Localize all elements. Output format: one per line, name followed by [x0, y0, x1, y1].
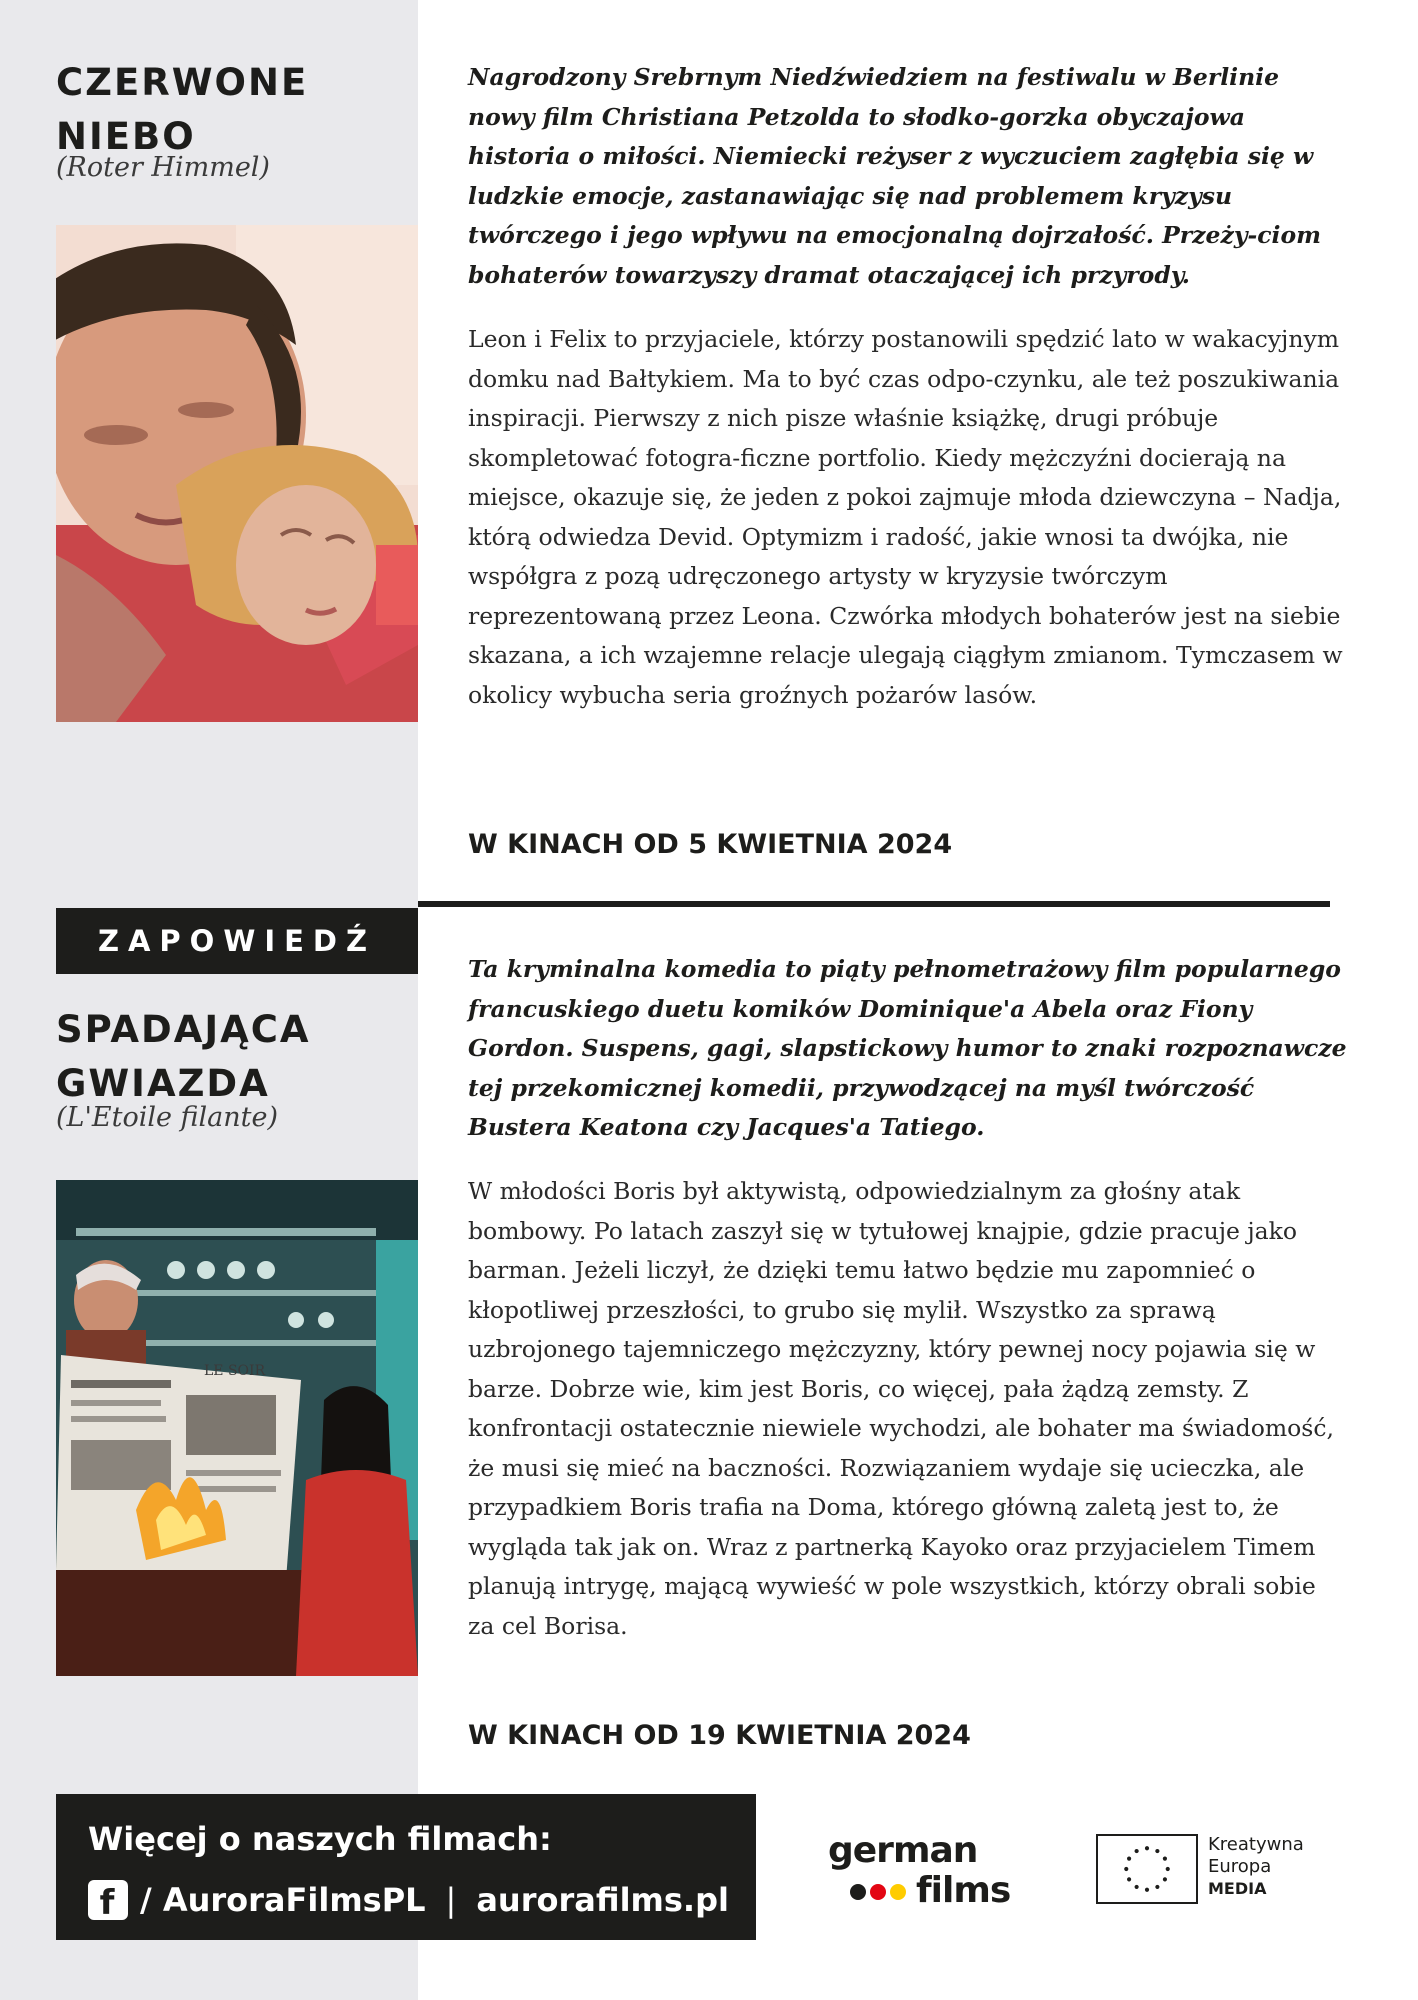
dot-black — [850, 1884, 866, 1900]
footer-links — [88, 1880, 756, 1920]
dot-gold — [890, 1884, 906, 1900]
film2-poster — [56, 1180, 418, 1676]
film2-lead: Ta kryminalna komedia to piąty pełnometrażowy film popularnego francuskiego duetu komików Dominique'a Abela oraz Fiony Gordon. Suspens, gagi, slapstickowy humor to znaki rozpoznawcze tej przekomicznej komedii, przywodzącej na myśl twórczość Bustera Keatona czy Jacques'a Tatiego. — [468, 955, 1347, 1141]
dot-red — [870, 1884, 886, 1900]
section-divider — [418, 901, 1330, 907]
german-films-logo-top: german — [828, 1830, 978, 1871]
film2-release-date: W KINACH OD 19 KWIETNIA 2024 — [468, 1720, 971, 1751]
film1-title: CZERWONE NIEBO — [56, 61, 309, 158]
footer-separator: | — [445, 1881, 457, 1919]
footer-social-box — [56, 1794, 756, 1940]
footer-heading: Więcej o naszych filmach: — [88, 1820, 552, 1858]
film1-poster — [56, 225, 418, 722]
website-link[interactable]: aurorafilms.pl — [476, 1881, 729, 1919]
film1-original-title: (Roter Himmel) — [56, 152, 270, 183]
film2-synopsis: W młodości Boris był aktywistą, odpowiedzialnym za głośny atak bombowy. Po latach zaszył się w tytułowej knajpie, gdzie pracuje jako barman. Jeżeli liczył, że dzięki temu łatwo będzie mu zapomnieć o kłopotliwej przeszłości, to grubo się mylił. Wszystko za sprawą uzbrojonego tajemniczego mężczyzny, który pewnej nocy pojawia się w barze. Dobrze wie, kim jest Boris, co więcej, pała żądzą zemsty. Z konfrontacji ostatecznie niewiele wychodzi, ale bohater ma świadomość, że musi się mieć na baczności. Rozwiązaniem wydaje się ucieczka, ale przypadkiem Boris trafia na Doma, którego główną zaletą jest to, że wygląda tak jak on. Wraz z partnerką Kayoko oraz przyjacielem Timem planują intrygę, mającą wywieść w pole wszystkich, którzy obrali sobie za cel Borisa. — [468, 1177, 1334, 1640]
film1-lead: Nagrodzony Srebrnym Niedźwiedziem na festiwalu w Berlinie nowy film Christiana Petzolda to słodko-gorzka obyczajowa historia o miłości. Niemiecki reżyser z wyczuciem zagłębia się w ludzkie emocje, zastanawiając się nad problemem kryzysu twórczego i jego wpływu na emocjonalną dojrzałość. Przeży-ciom bohaterów towarzyszy dramat otaczającej ich przyrody. — [468, 63, 1321, 289]
film2-title: SPADAJĄCA GWIAZDA — [56, 1008, 311, 1105]
film1-poster-image — [56, 225, 418, 722]
facebook-handle-link[interactable]: / AuroraFilmsPL — [140, 1881, 426, 1919]
film2-original-title: (L'Etoile filante) — [56, 1102, 279, 1133]
german-films-logo-bottom: films — [916, 1870, 1011, 1911]
film1-release-date: W KINACH OD 5 KWIETNIA 2024 — [468, 829, 953, 860]
newspaper-masthead: LE SOIR — [204, 1363, 266, 1379]
creative-europe-logo-text — [1208, 1834, 1304, 1900]
eu-flag-icon — [1096, 1834, 1198, 1904]
coming-soon-badge: ZAPOWIEDŹ — [56, 908, 418, 974]
ce-media: MEDIA — [1208, 1879, 1267, 1898]
film2-poster-image — [56, 1180, 418, 1676]
eu-stars-icon — [1098, 1836, 1196, 1902]
film1-synopsis: Leon i Felix to przyjaciele, którzy postanowili spędzić lato w wakacyjnym domku nad Bałtykiem. Ma to być czas odpo-czynku, ale też poszukiwania inspiracji. Pierwszy z nich pisze właśnie książkę, drugi próbuje skompletować fotogra-ficzne portfolio. Kiedy mężczyźni docierają na miejsce, okazuje się, że jeden z pokoi zajmuje młoda dziewczyna – Nadja, którą odwiedza Devid. Optymizm i radość, jakie wnosi ta dwójka, nie współgra z pozą udręczonego artysty w kryzysie twórczym reprezentowaną przez Leona. Czwórka młodych bohaterów jest na siebie skazana, a ich wzajemne relacje ulegają ciągłym zmianom. Tymczasem w okolicy wybucha seria groźnych pożarów lasów. — [468, 325, 1343, 709]
facebook-icon[interactable]: f — [88, 1880, 128, 1920]
german-films-logo — [822, 1830, 1042, 1918]
ce-line2: Europa — [1208, 1856, 1272, 1877]
german-films-dots — [850, 1884, 906, 1900]
ce-line1: Kreatywna — [1208, 1834, 1304, 1855]
